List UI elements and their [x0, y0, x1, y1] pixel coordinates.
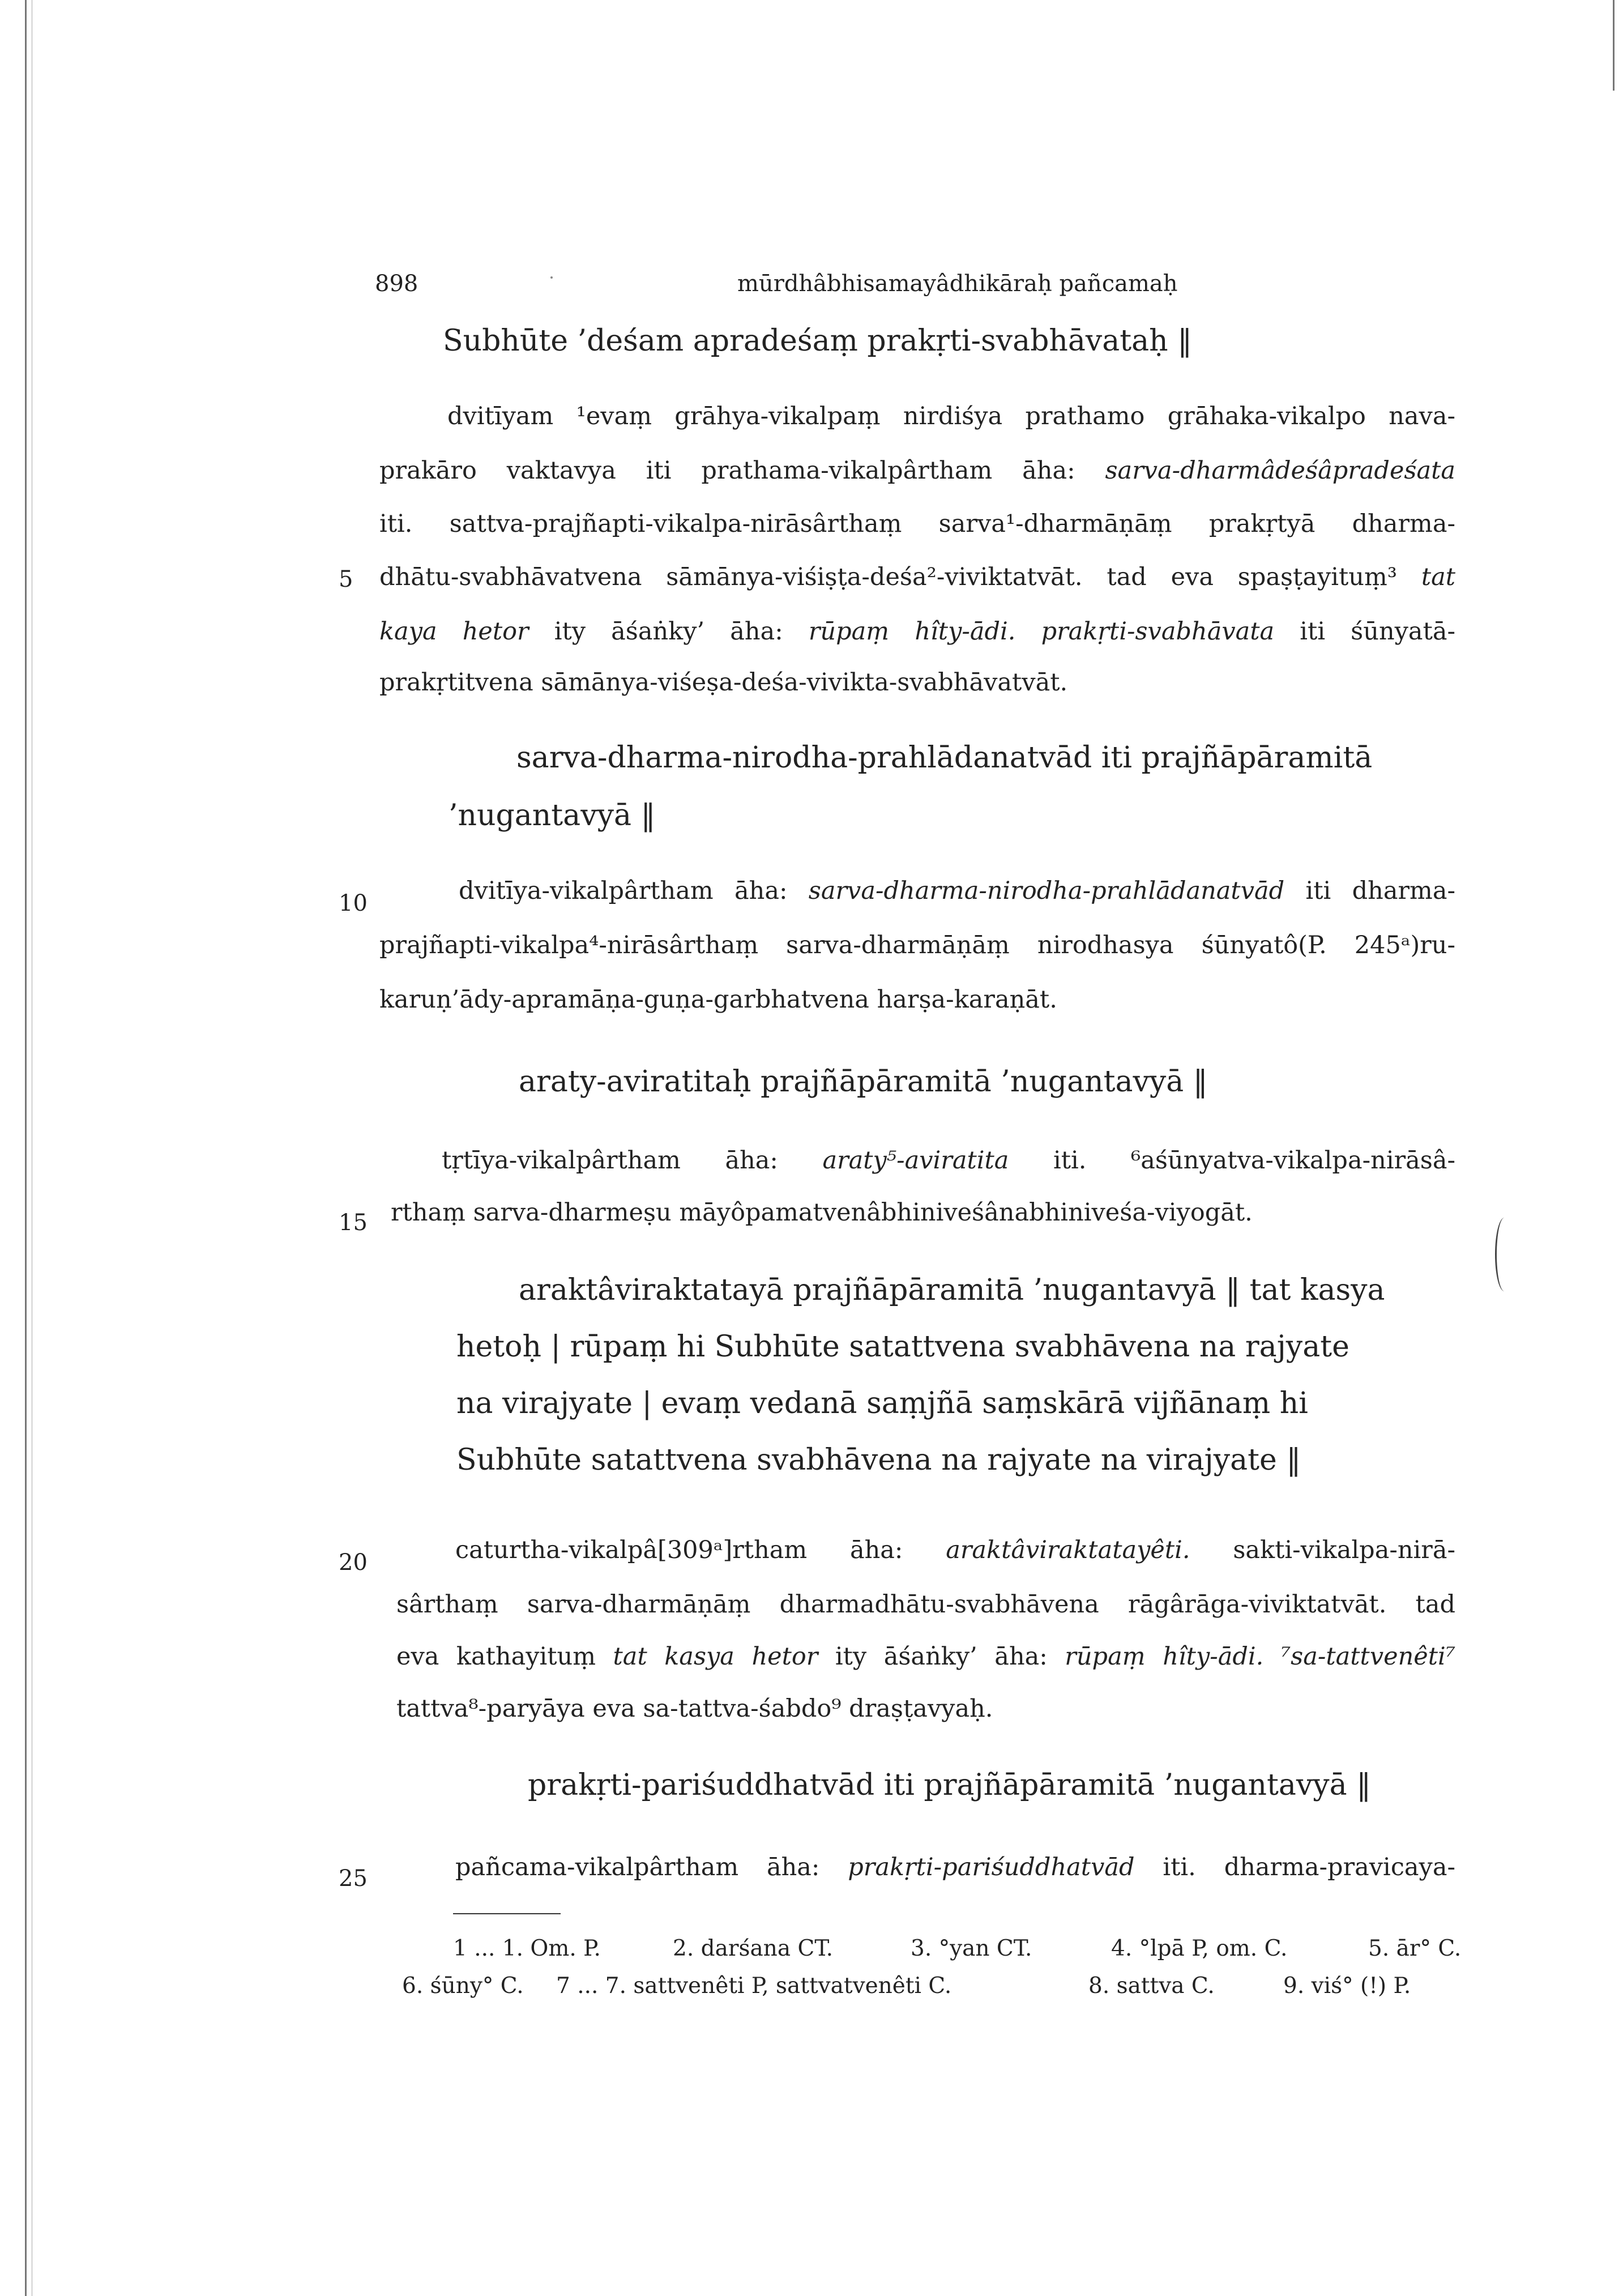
- text-span: ity āśaṅky’ āha:: [835, 1642, 1048, 1671]
- lemma: prakṛti-svabhāvata: [1041, 617, 1275, 646]
- scan-right-edge: [1613, 0, 1615, 91]
- margin-parenthesis-mark: [1495, 1218, 1514, 1291]
- text-span: prakāro vaktavya iti prathama-vikalpârtham āha:: [379, 456, 1075, 485]
- text-span: ity āśaṅky’ āha:: [554, 617, 783, 646]
- commentary-line: prajñapti-vikalpa⁴-nirāsârthaṃ sarva-dharmāṇāṃ nirodhasya śūnyatô(P. 245ᵃ)ru-: [379, 931, 1455, 959]
- footnote: 1 ... 1. Om. P.: [453, 1936, 601, 1961]
- lemma: rūpaṃ hîty-ādi.: [808, 617, 1016, 646]
- footnote: 5. ār° C.: [1368, 1936, 1462, 1961]
- verse-line: araty-aviratitaḥ prajñāpāramitā ’nugantavyā ‖: [519, 1065, 1208, 1099]
- commentary-line: sârthaṃ sarva-dharmāṇāṃ dharmadhātu-svabhāvena rāgârāga-viviktatvāt. tad: [396, 1590, 1455, 1619]
- text-span: iti. dharma-pravicaya-: [1163, 1853, 1455, 1881]
- page-header: [375, 271, 1295, 305]
- verse-line: ’nugantavyā ‖: [449, 799, 656, 833]
- text-span: caturtha-vikalpâ[309ᵃ]rtham āha:: [455, 1536, 903, 1564]
- page-number: 898: [375, 271, 418, 297]
- verse-line: Subhūte ’deśam apradeśaṃ prakṛti-svabhāvataḥ ‖: [443, 324, 1193, 358]
- text-span: sakti-vikalpa-nirā-: [1233, 1536, 1456, 1564]
- footnote: 6. śūny° C.: [402, 1973, 524, 1999]
- lemma: tat kasya hetor: [613, 1642, 818, 1671]
- text-span: tṛtīya-vikalpârtham āha:: [442, 1146, 778, 1175]
- commentary-line: [379, 563, 1455, 591]
- commentary-line: [379, 1146, 1455, 1175]
- text-span: iti śūnyatā-: [1300, 617, 1456, 646]
- text-span: iti dharma-: [1305, 877, 1455, 905]
- lemma: araktâviraktatayêti.: [946, 1536, 1190, 1564]
- line-number: 20: [339, 1550, 368, 1576]
- verse-line: na virajyate | evaṃ vedanā saṃjñā saṃskārā vijñānaṃ hi: [456, 1386, 1308, 1420]
- line-number: 10: [339, 890, 368, 916]
- footnote: 7 ... 7. sattvenêti P, sattvatvenêti C.: [556, 1973, 952, 1999]
- lemma: sarva-dharmâdeśâpradeśata: [1105, 456, 1456, 485]
- commentary-line: iti. sattva-prajñapti-vikalpa-nirāsârthaṃ sarva¹-dharmāṇāṃ prakṛtyā dharma-: [379, 510, 1455, 538]
- lemma: sarva-dharma-nirodha-prahlādanatvād: [808, 877, 1285, 905]
- line-number: 25: [339, 1866, 368, 1892]
- text-span: dhātu-svabhāvatvena sāmānya-viśiṣṭa-deśa²-viviktatvāt. tad eva spaṣṭayituṃ³: [379, 563, 1398, 591]
- commentary-line: [379, 1853, 1455, 1881]
- text-span: pañcama-vikalpârtham āha:: [455, 1853, 820, 1881]
- commentary-line: [396, 1642, 1455, 1671]
- footnote: 2. darśana CT.: [673, 1936, 834, 1961]
- commentary-line: tattva⁸-paryāya eva sa-tattva-śabdo⁹ draṣṭavyaḥ.: [396, 1695, 993, 1723]
- footnote: 8. sattva C.: [1088, 1973, 1215, 1999]
- lemma: araty⁵-aviratita: [822, 1146, 1009, 1175]
- footnote-rule: [453, 1913, 561, 1914]
- lemma: kaya hetor: [379, 617, 529, 646]
- verse-line: prakṛti-pariśuddhatvād iti prajñāpāramitā ’nugantavyā ‖: [528, 1768, 1372, 1802]
- verse-line: sarva-dharma-nirodha-prahlādanatvād iti prajñāpāramitā: [516, 741, 1373, 775]
- line-number: 15: [339, 1210, 368, 1236]
- commentary-line: [379, 1536, 1455, 1564]
- verse-line: hetoḥ | rūpaṃ hi Subhūte satattvena svabhāvena na rajyate: [456, 1330, 1349, 1364]
- lemma: ⁷sa-tattvenêti⁷: [1280, 1642, 1455, 1671]
- line-number: 5: [339, 566, 353, 592]
- text-span: iti. ⁶aśūnyatva-vikalpa-nirāsâ-: [1053, 1146, 1455, 1175]
- commentary-line: [379, 456, 1455, 485]
- commentary-line: [379, 877, 1455, 905]
- lemma: tat: [1421, 563, 1456, 591]
- commentary-line: dvitīyam ¹evaṃ grāhya-vikalpaṃ nirdiśya prathamo grāhaka-vikalpo nava-: [447, 402, 1455, 430]
- footnote: 3. °yan CT.: [911, 1936, 1032, 1961]
- running-title: mūrdhâbhisamayâdhikāraḥ pañcamaḥ: [737, 271, 1178, 297]
- scan-left-edge: [25, 0, 27, 2296]
- text-span: eva kathayituṃ: [396, 1642, 596, 1671]
- commentary-line: karuṇ’ādy-apramāṇa-guṇa-garbhatvena harṣa-karaṇāt.: [379, 985, 1057, 1014]
- footnote: 4. °lpā P, om. C.: [1111, 1936, 1288, 1961]
- commentary-line: prakṛtitvena sāmānya-viśeṣa-deśa-vivikta-svabhāvatvāt.: [379, 668, 1068, 697]
- lemma: prakṛti-pariśuddhatvād: [848, 1853, 1135, 1881]
- lemma: rūpaṃ hîty-ādi.: [1065, 1642, 1264, 1671]
- commentary-line: rthaṃ sarva-dharmeṣu māyôpamatvenâbhiniveśânabhiniveśa-viyogāt.: [391, 1198, 1253, 1227]
- footnote: 9. viś° (!) P.: [1283, 1973, 1411, 1999]
- commentary-line: [379, 617, 1455, 646]
- verse-line: araktâviraktatayā prajñāpāramitā ’nugantavyā ‖ tat kasya: [519, 1273, 1385, 1307]
- text-span: dvitīya-vikalpârtham āha:: [459, 877, 788, 905]
- verse-line: Subhūte satattvena svabhāvena na rajyate na virajyate ‖: [456, 1443, 1301, 1477]
